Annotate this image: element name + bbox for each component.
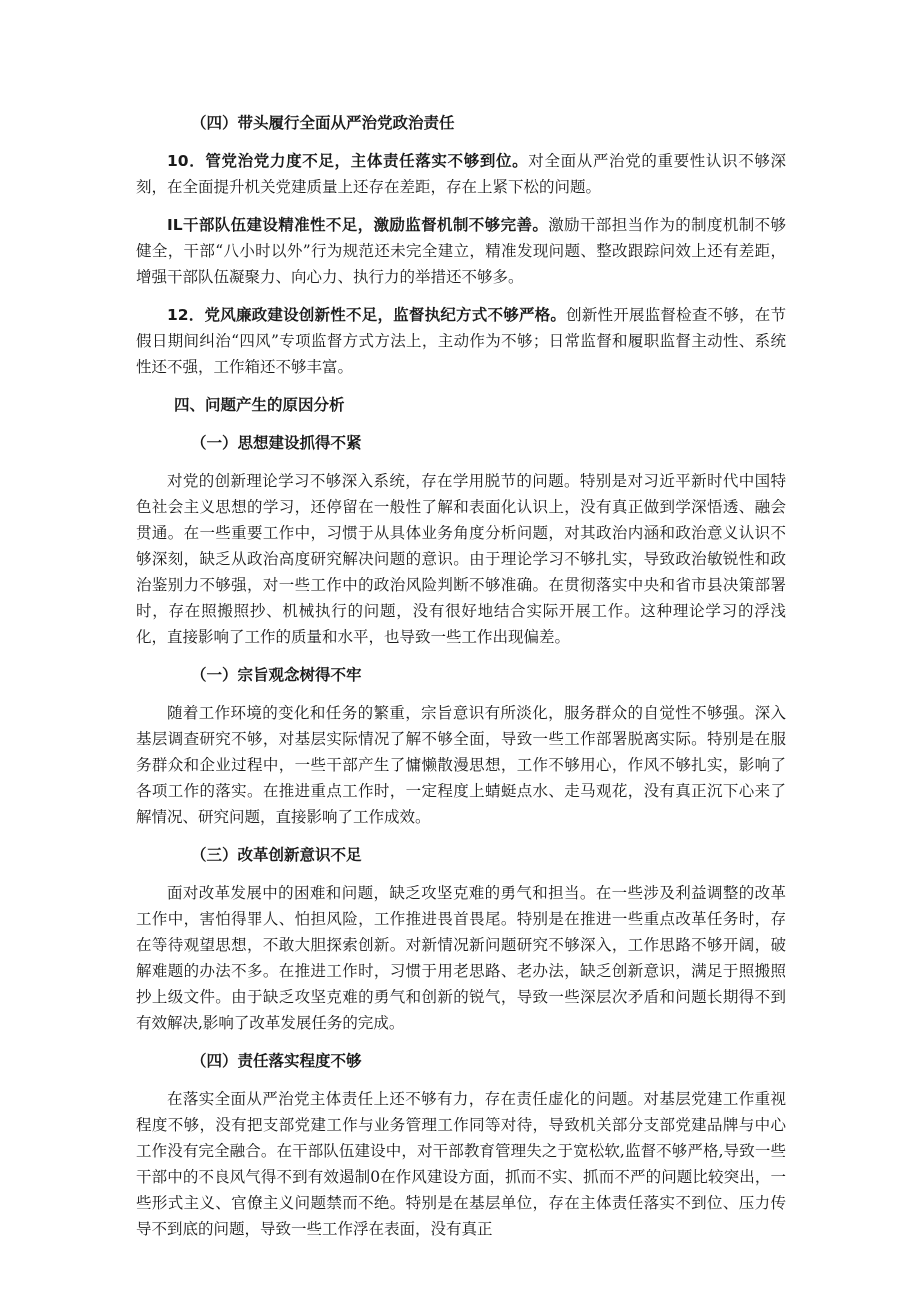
paragraph-item-11	[136, 212, 786, 290]
paragraph-item-12	[136, 302, 786, 380]
item-11-body: 激励干部担当作为的制度机制不够健全，干部“八小时以外”行为规范还未完全建立，精准发现问题、整改跟踪问效上还有差距，增强干部队伍凝聚力、向心力、执行力的举措还不够多。	[136, 216, 786, 286]
item-12-body: 创新性开展监督检查不够，在节假日期间纠治“四风”专项监督方式方法上，主动作为不够；日常监督和履职监督主动性、系统性还不强，工作箱还不够丰富。	[136, 306, 786, 376]
item-10-body: 对全面从严治党的重要性认识不够深刻，在全面提升机关党建质量上还存在差距，存在上紧下松的问题。	[136, 152, 786, 196]
subsection-2-paragraph: 随着工作环境的变化和任务的繁重，宗旨意识有所淡化，服务群众的自觉性不够强。深入基层调查研究不够，对基层实际情况了解不够全面，导致一些工作部署脱离实际。特别是在服务群众和企业过程中，一些干部产生了慵懒散漫思想，工作不够用心，作风不够扎实，影响了各项工作的落实。在推进重点工作时，一定程度上蜻蜓点水、走马观花，没有真正沉下心来了解情况、研究问题，直接影响了工作成效。	[136, 704, 786, 826]
subsection-4-heading: （四）责任落实程度不够	[191, 1052, 362, 1070]
item-11-lead: IL干部队伍建设精准性不足，激励监督机制不够完善。	[167, 216, 549, 234]
item-10-lead: 10．管党治党力度不足，主体责任落实不够到位。	[167, 152, 529, 170]
item-12-lead: 12．党风廉政建设创新性不足，监督执纪方式不够严格。	[167, 306, 567, 324]
subsection-3-heading: （三）改革创新意识不足	[191, 846, 362, 864]
subsection-3-paragraph: 面对改革发展中的困难和问题，缺乏攻坚克难的勇气和担当。在一些涉及利益调整的改革工作中，害怕得罪人、怕担风险，工作推进畏首畏尾。特别是在推进一些重点改革任务时，存在等待观望思想，不敢大胆探索创新。对新情况新问题研究不够深入，工作思路不够开阔，破解难题的办法不多。在推进工作时，习惯于用老思路、老办法，缺乏创新意识，满足于照搬照抄上级文件。由于缺乏攻坚克难的勇气和创新的锐气，导致一些深层次矛盾和问题长期得不到有效解决,影响了改革发展任务的完成。	[136, 884, 786, 1032]
subsection-2-heading: （一）宗旨观念树得不牢	[191, 666, 362, 684]
section-4-heading: 四、问题产生的原因分析	[174, 396, 345, 414]
subsection-1-heading: （一）思想建设抓得不紧	[191, 434, 362, 452]
subsection-1-paragraph: 对党的创新理论学习不够深入系统，存在学用脱节的问题。特别是对习近平新时代中国特色社会主义思想的学习，还停留在一般性了解和表面化认识上，没有真正做到学深悟透、融会贯通。在一些重要工作中，习惯于从具体业务角度分析问题，对其政治内涵和政治意义认识不够深刻，缺乏从政治高度研究解决问题的意识。由于理论学习不够扎实，导致政治敏锐性和政治鉴别力不够强，对一些工作中的政治风险判断不够准确。在贯彻落实中央和省市县决策部署时，存在照搬照抄、机械执行的问题，没有很好地结合实际开展工作。这种理论学习的浮浅化，直接影响了工作的质量和水平，也导致一些工作出现偏差。	[136, 472, 786, 646]
heading-section-4-responsibility: （四）带头履行全面从严治党政治责任	[191, 114, 455, 132]
paragraph-item-10	[136, 148, 786, 200]
document-page	[136, 110, 786, 1254]
subsection-4-paragraph: 在落实全面从严治党主体责任上还不够有力，存在责任虚化的问题。对基层党建工作重视程度不够，没有把支部党建工作与业务管理工作同等对待，导致机关部分支部党建品牌与中心工作没有完全融合。在干部队伍建设中，对干部教育管理失之于宽松软,监督不够严格,导致一些干部中的不良风气得不到有效遏制0在作风建设方面，抓而不实、抓而不严的问题比较突出，一些形式主义、官僚主义问题禁而不绝。特别是在基层单位，存在主体责任落实不到位、压力传导不到底的问题，导致一些工作浮在表面，没有真正	[136, 1090, 786, 1238]
